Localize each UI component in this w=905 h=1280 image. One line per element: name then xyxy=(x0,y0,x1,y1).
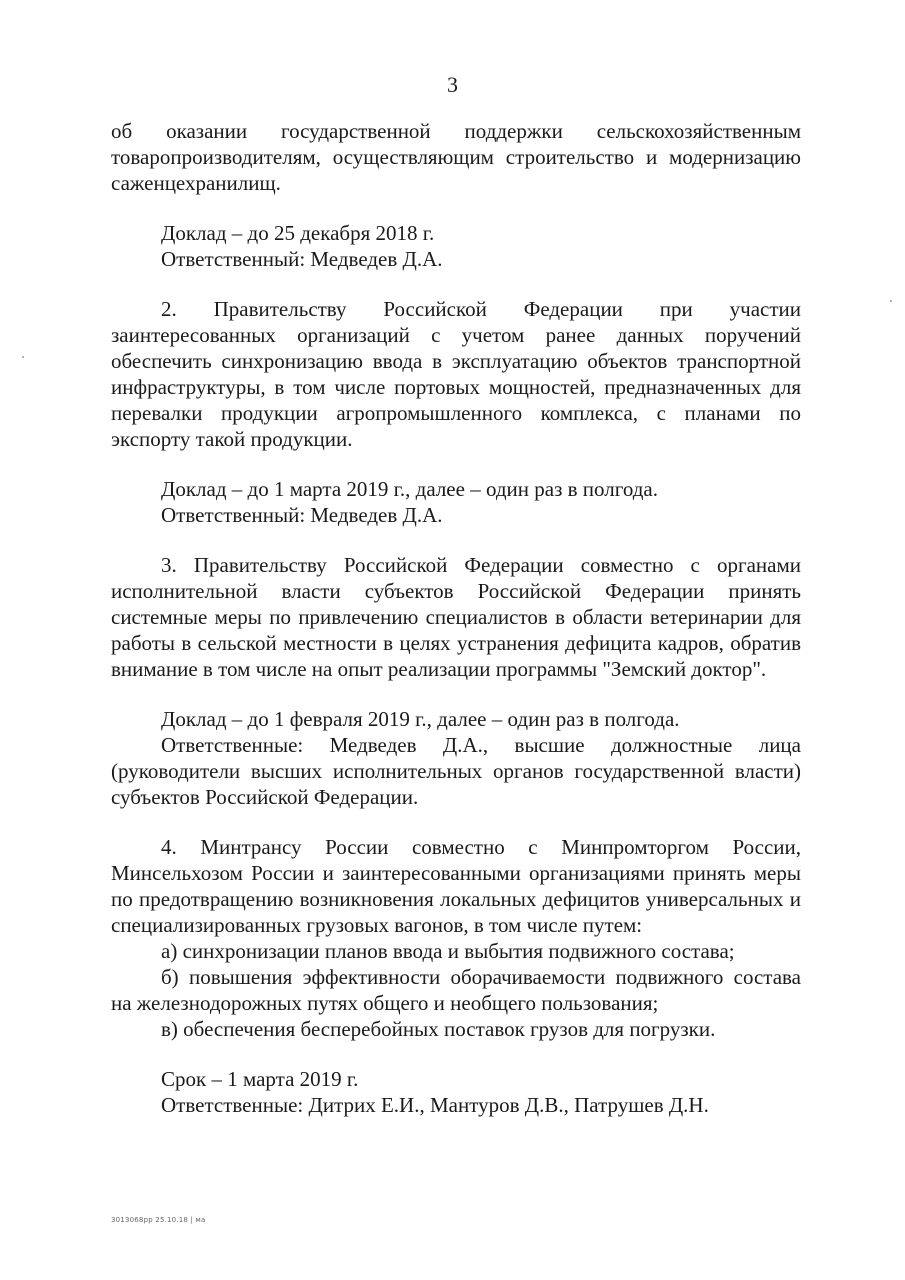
report-deadline-2: Доклад – до 1 марта 2019 г., далее – один раз в полгода. xyxy=(161,477,658,501)
responsible-3: Ответственные: Медведев Д.А., высшие должностные лица (руководители высших исполнительных органов государственной власти) субъектов Российской Федерации. xyxy=(111,733,801,809)
responsible-1: Ответственный: Медведев Д.А. xyxy=(161,247,443,271)
item-4-paragraph: 4. Минтрансу России совместно с Минпромторгом России, Минсельхозом России и заинтересованными организациями принять меры по предотвращению возникновения локальных дефицитов универсальных и специализированных грузовых вагонов, в том числе путем: xyxy=(111,835,801,937)
footer-document-code: 3013068рр 25.10.18 | ма xyxy=(111,1216,206,1224)
document-body xyxy=(111,118,801,1118)
responsible-2: Ответственный: Медведев Д.А. xyxy=(161,503,443,527)
report-block-2 xyxy=(111,476,801,528)
item-3-paragraph: 3. Правительству Российской Федерации совместно с органами исполнительной власти субъектов Российской Федерации принять системные меры по привлечению специалистов в области ветеринарии для работы в сельской местности в целях устранения дефицита кадров, обратив внимание в том числе на опыт реализации программы "Земский доктор". xyxy=(111,553,801,681)
item-4-sub-b: б) повышения эффективности оборачиваемости подвижного состава на железнодорожных путях общего и необщего пользования; xyxy=(111,965,801,1015)
report-block-3 xyxy=(111,706,801,810)
scan-speck xyxy=(890,300,892,302)
item-4-sub-c: в) обеспечения бесперебойных поставок грузов для погрузки. xyxy=(161,1017,716,1041)
report-block-1 xyxy=(111,220,801,272)
deadline-block-4 xyxy=(111,1066,801,1118)
deadline-4: Срок – 1 марта 2019 г. xyxy=(161,1067,359,1091)
page-number: 3 xyxy=(447,72,458,97)
item-4-sub-a: а) синхронизации планов ввода и выбытия подвижного состава; xyxy=(161,939,735,963)
responsible-4: Ответственные: Дитрих Е.И., Мантуров Д.В., Патрушев Д.Н. xyxy=(161,1093,709,1117)
report-deadline-3: Доклад – до 1 февраля 2019 г., далее – один раз в полгода. xyxy=(161,707,680,731)
intro-paragraph: об оказании государственной поддержки сельскохозяйственным товаропроизводителям, осуществляющим строительство и модернизацию саженцехранилищ. xyxy=(111,119,801,195)
item-2-paragraph: 2. Правительству Российской Федерации при участии заинтересованных организаций с учетом ранее данных поручений обеспечить синхронизацию ввода в эксплуатацию объектов транспортной инфраструктуры, в том числе портовых мощностей, предназначенных для перевалки продукции агропромышленного комплекса, с планами по экспорту такой продукции. xyxy=(111,297,801,451)
report-deadline-1: Доклад – до 25 декабря 2018 г. xyxy=(161,221,435,245)
scan-speck xyxy=(22,356,24,358)
